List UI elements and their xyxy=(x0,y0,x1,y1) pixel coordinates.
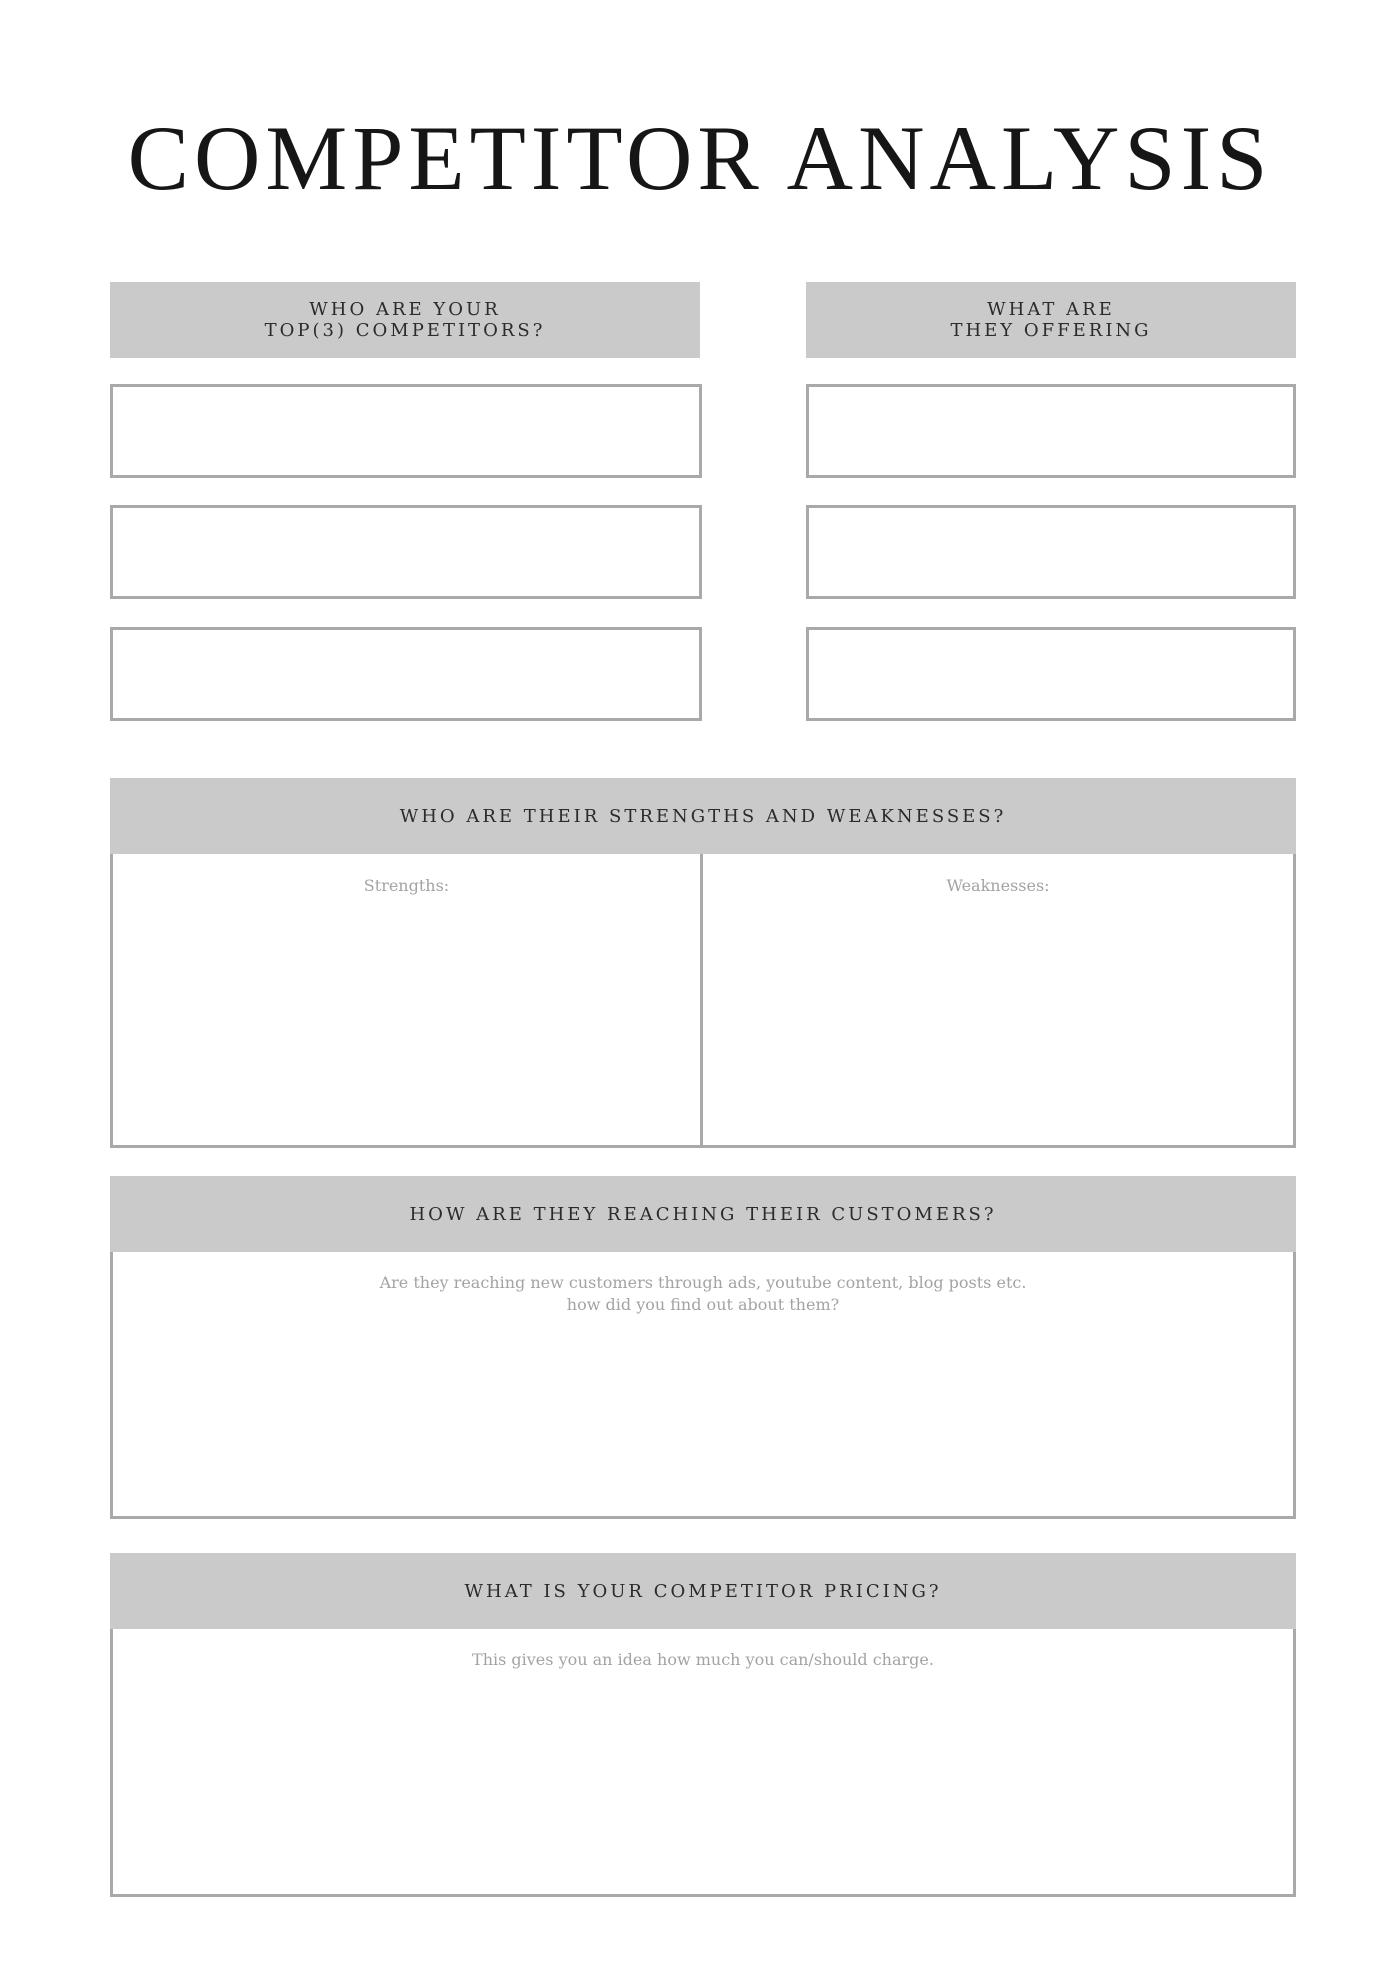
reaching-customers-header: HOW ARE THEY REACHING THEIR CUSTOMERS? xyxy=(110,1176,1296,1252)
competitors-header xyxy=(110,282,700,358)
offering-header-line1: WHAT ARE xyxy=(987,299,1115,320)
pricing-header: WHAT IS YOUR COMPETITOR PRICING? xyxy=(110,1553,1296,1629)
offering-header-line2: THEY OFFERING xyxy=(950,320,1152,341)
competitors-header-line2: TOP(3) COMPETITORS? xyxy=(264,320,546,341)
strengths-field[interactable] xyxy=(113,854,700,1145)
competitors-header-line1: WHO ARE YOUR xyxy=(309,299,501,320)
offering-1-field[interactable] xyxy=(806,384,1296,478)
strengths-label: Strengths: xyxy=(363,876,450,895)
competitor-1-field[interactable] xyxy=(110,384,702,478)
reaching-hint-line1: Are they reaching new customers through ads, youtube content, blog posts etc. xyxy=(379,1273,1027,1292)
strengths-weaknesses-header: WHO ARE THEIR STRENGTHS AND WEAKNESSES? xyxy=(110,778,1296,854)
weaknesses-field[interactable] xyxy=(703,854,1293,1145)
competitor-3-field[interactable] xyxy=(110,627,702,721)
offering-header xyxy=(806,282,1296,358)
page-title: COMPETITOR ANALYSIS xyxy=(127,107,1273,209)
competitor-2-field[interactable] xyxy=(110,505,702,599)
reaching-customers-hint xyxy=(113,1272,1293,1316)
weaknesses-label: Weaknesses: xyxy=(946,876,1050,895)
reaching-hint-line2: how did you find out about them? xyxy=(566,1295,840,1314)
pricing-hint: This gives you an idea how much you can/should charge. xyxy=(472,1650,934,1669)
offering-2-field[interactable] xyxy=(806,505,1296,599)
offering-3-field[interactable] xyxy=(806,627,1296,721)
